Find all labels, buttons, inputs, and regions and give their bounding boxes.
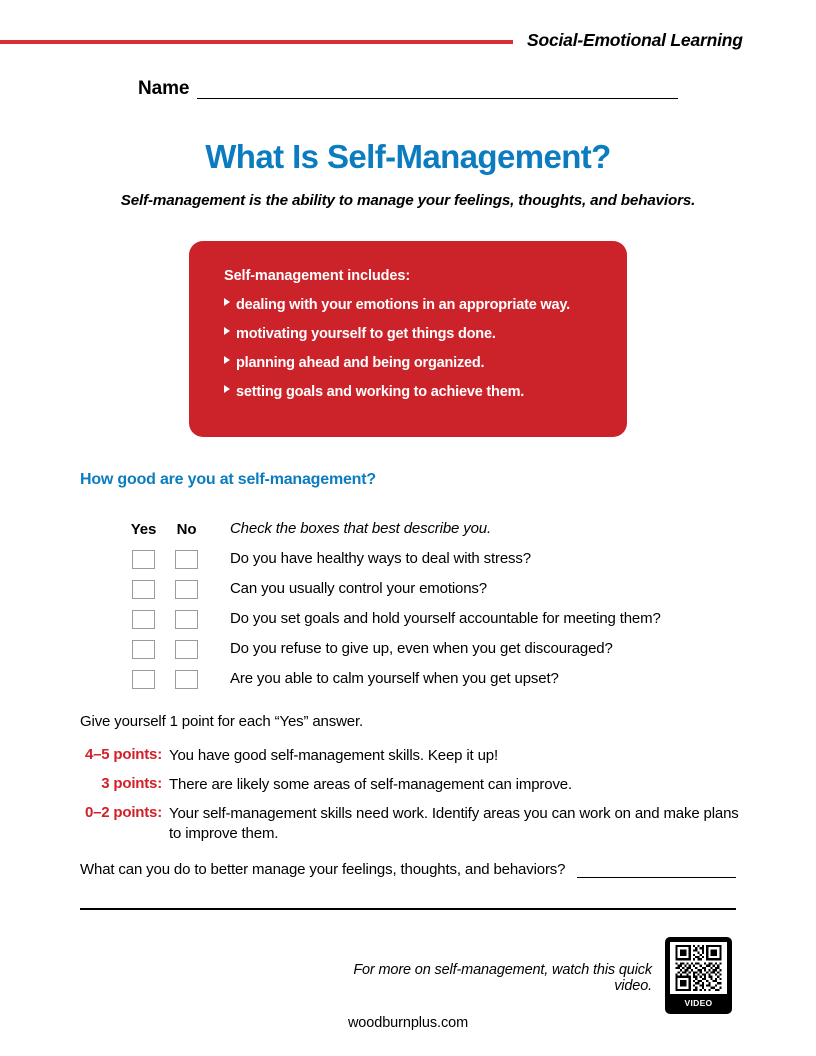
quiz-table [80, 514, 740, 694]
scoring-row [80, 804, 740, 844]
callout-box [189, 241, 627, 437]
scoring-description: Your self-management skills need work. Identify areas you can work on and make plans to improve them. [169, 804, 739, 842]
checkbox-no[interactable] [175, 610, 198, 629]
name-field[interactable] [138, 79, 678, 99]
series-title: Social-Emotional Learning [527, 30, 743, 50]
scoring-range-label: 4–5 points: [85, 746, 162, 763]
quiz-question-label: Can you usually control your emotions? [230, 580, 487, 597]
name-label: Name [138, 78, 190, 99]
page-title: What Is Self-Management? [205, 138, 611, 175]
quiz-row [80, 664, 740, 694]
no-cell [165, 550, 208, 569]
no-cell [165, 610, 208, 629]
column-header-no-label: No [176, 520, 197, 538]
arrow-bullet-icon [224, 356, 230, 364]
scoring-range-label: 3 points: [101, 774, 162, 792]
checkbox-no[interactable] [175, 670, 198, 689]
arrow-bullet-icon [224, 385, 230, 393]
scoring-list [80, 746, 740, 853]
site-url: woodburnplus.com [347, 1015, 469, 1031]
quiz-heading: How good are you at self-management? [80, 471, 376, 488]
question-cell [230, 670, 559, 688]
column-header-yes [122, 521, 165, 538]
callout-item-label: dealing with your emotions in an appropriate way. [236, 297, 570, 313]
checkbox-yes[interactable] [132, 670, 155, 689]
callout-item [224, 297, 627, 313]
scoring-description: There are likely some areas of self-management can improve. [169, 775, 572, 793]
quiz-header-row [80, 514, 740, 544]
no-cell [165, 580, 208, 599]
video-caption: For more on self-management, watch this quick video. [353, 962, 652, 994]
yes-cell [122, 550, 165, 569]
scoring-range-label: 0–2 points: [85, 803, 162, 821]
callout-item-label: motivating yourself to get things done. [236, 326, 496, 342]
checkbox-no[interactable] [175, 580, 198, 599]
checkbox-yes[interactable] [132, 610, 155, 629]
yes-cell [122, 670, 165, 689]
scoring-row [80, 746, 740, 766]
column-header-no [165, 521, 208, 538]
scoring-intro: Give yourself 1 point for each “Yes” answer. [80, 713, 363, 730]
name-input-line[interactable] [197, 81, 678, 99]
no-cell [165, 640, 208, 659]
callout-item-label: planning ahead and being organized. [236, 355, 485, 371]
header-rule [0, 40, 513, 44]
qr-code-badge[interactable] [665, 937, 732, 1014]
quiz-question-label: Do you have healthy ways to deal with stress? [230, 550, 531, 567]
quiz-question-label: Do you set goals and hold yourself accountable for meeting them? [230, 610, 661, 627]
question-cell [230, 610, 661, 628]
checkbox-yes[interactable] [132, 640, 155, 659]
final-question-label: What can you do to better manage your feelings, thoughts, and behaviors? [80, 861, 566, 878]
quiz-row [80, 544, 740, 574]
final-question [80, 861, 736, 878]
callout-item [224, 384, 627, 400]
answer-line-second[interactable] [80, 908, 736, 910]
callout-item [224, 326, 627, 342]
qr-badge-label: VIDEO [684, 998, 713, 1008]
checkbox-no[interactable] [175, 550, 198, 569]
scoring-row [80, 775, 740, 795]
checkbox-yes[interactable] [132, 550, 155, 569]
quiz-question-label: Are you able to calm yourself when you get upset? [230, 670, 559, 687]
checkbox-instruction-cell [230, 520, 491, 538]
qr-code-svg [673, 945, 724, 991]
column-header-yes-label: Yes [130, 520, 157, 538]
yes-cell [122, 610, 165, 629]
question-cell [230, 580, 487, 598]
quiz-row [80, 604, 740, 634]
checkbox-no[interactable] [175, 640, 198, 659]
no-cell [165, 670, 208, 689]
yes-cell [122, 580, 165, 599]
checkbox-instruction: Check the boxes that best describe you. [230, 520, 491, 537]
callout-item-label: setting goals and working to achieve them. [236, 384, 525, 400]
question-cell [230, 640, 613, 658]
arrow-bullet-icon [224, 298, 230, 306]
callout-heading: Self-management includes: [224, 268, 411, 284]
page-subtitle: Self-management is the ability to manage your feelings, thoughts, and behaviors. [120, 192, 696, 209]
final-answer-line[interactable] [577, 865, 736, 878]
scoring-description: You have good self-management skills. Keep it up! [169, 747, 498, 764]
page-header [0, 0, 816, 62]
qr-code-icon[interactable] [670, 942, 727, 994]
quiz-row [80, 574, 740, 604]
checkbox-yes[interactable] [132, 580, 155, 599]
callout-item [224, 355, 627, 371]
quiz-row [80, 634, 740, 664]
arrow-bullet-icon [224, 327, 230, 335]
yes-cell [122, 640, 165, 659]
question-cell [230, 550, 531, 568]
quiz-question-label: Do you refuse to give up, even when you get discouraged? [230, 640, 613, 657]
